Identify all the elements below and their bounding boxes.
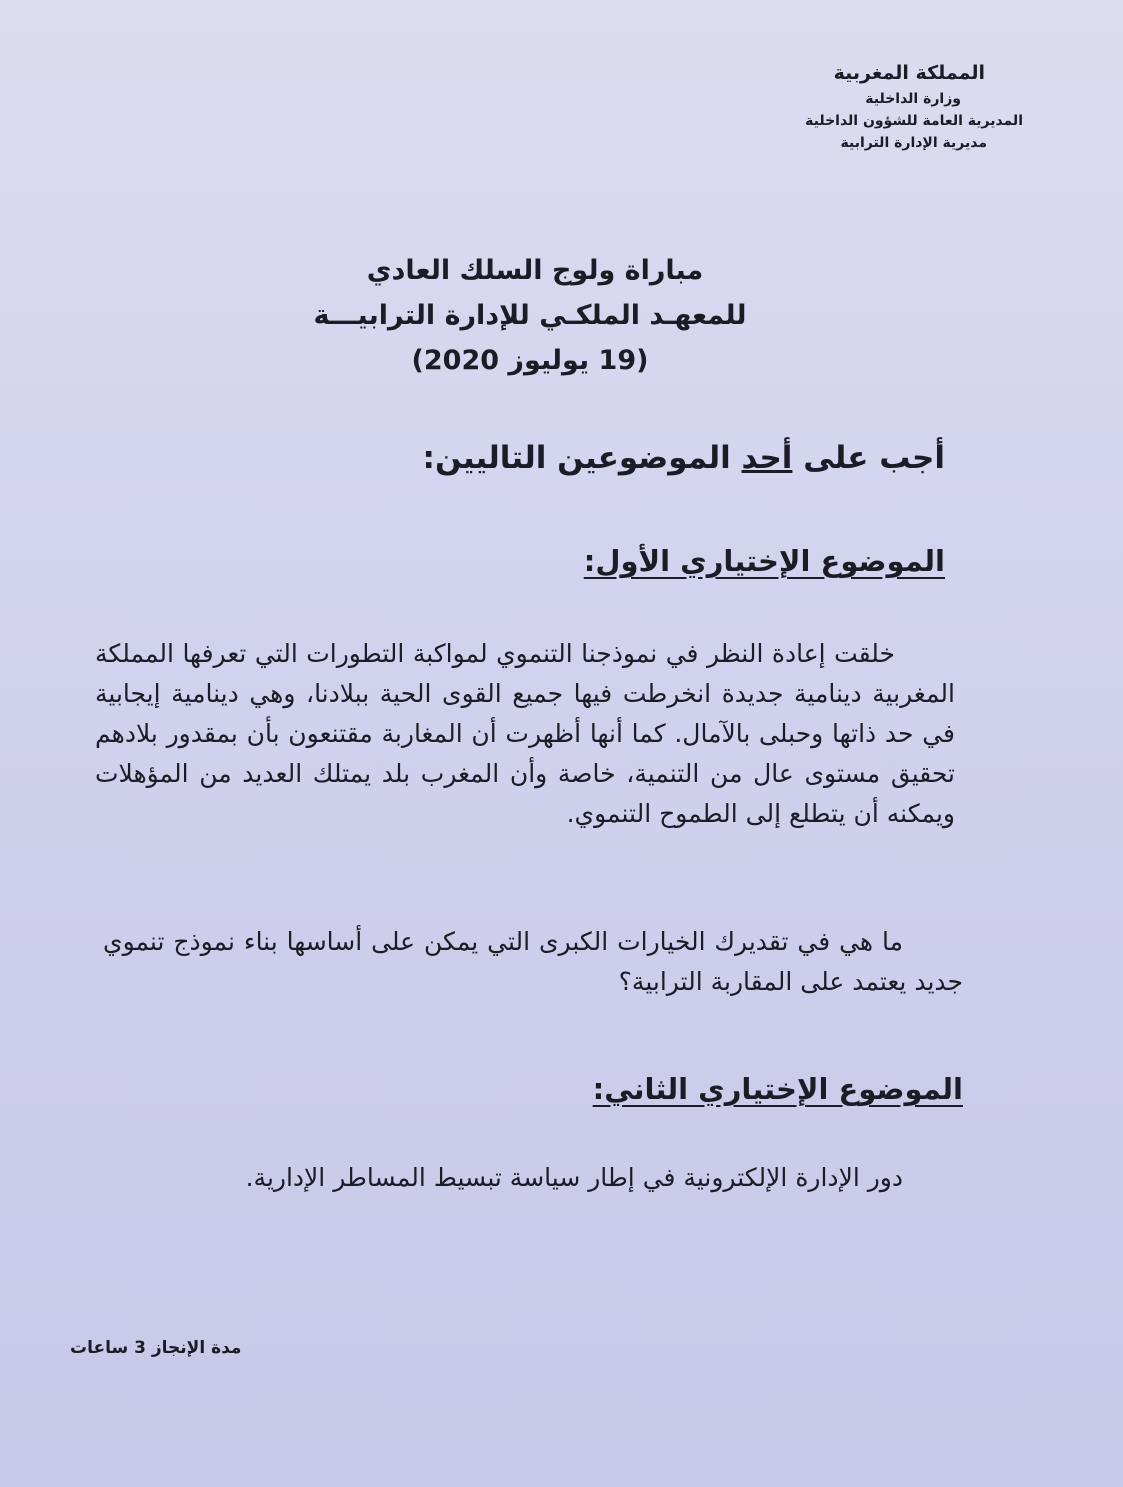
exam-date: (19 يوليوز 2020)	[411, 345, 649, 376]
ministry-name: وزارة الداخلية	[865, 91, 961, 107]
directorate-name: مديرية الإدارة الترابية	[840, 135, 987, 151]
subject-1-question: ما هي في تقديرك الخيارات الكبرى التي يمكن على أساسها بناء نموذج تنموي جديد يعتمد على المقاربة الترابية؟	[103, 927, 963, 996]
ministry-header	[763, 58, 1023, 154]
exam-instruction	[423, 440, 945, 476]
subject-2-heading: الموضوع الإختياري الثاني:	[592, 1072, 963, 1106]
subject-1-heading: الموضوع الإختياري الأول:	[583, 544, 945, 578]
kingdom-name: المملكة المغربية	[833, 62, 985, 84]
exam-title	[300, 248, 760, 383]
subject-1-paragraph-1: خلقت إعادة النظر في نموذجنا التنموي لمواكبة التطورات التي تعرفها المملكة المغربية دينامية جديدة انخرطت فيها جميع القوى الحية ببلادنا، وهي دينامية إيجابية في حد ذاتها وحبلى بالآمال. كما أنها أظهرت أن المغاربة مقتنعون بأن بمقدور بلادهم تحقيق مستوى عال من التنمية، خاصة وأن المغرب بلد يمتلك العديد من المؤهلات ويمكنه أن يتطلع إلى الطموح التنموي.	[95, 639, 955, 828]
exam-title-line-2: للمعهـد الملكـي للإدارة الترابيـــة	[313, 300, 747, 331]
instruction-after: الموضوعين التاليين:	[422, 440, 742, 476]
exam-title-line-1: مباراة ولوج السلك العادي	[366, 255, 704, 286]
directorate-general-name: المديرية العامة للشؤون الداخلية	[805, 113, 1023, 129]
subject-2-paragraph: دور الإدارة الإلكترونية في إطار سياسة تبسيط المساطر الإدارية.	[245, 1163, 903, 1192]
instruction-emphasis: أحد	[741, 440, 793, 476]
exam-duration: مدة الإنجاز 3 ساعات	[70, 1338, 242, 1358]
instruction-before: أجب على	[792, 440, 945, 476]
